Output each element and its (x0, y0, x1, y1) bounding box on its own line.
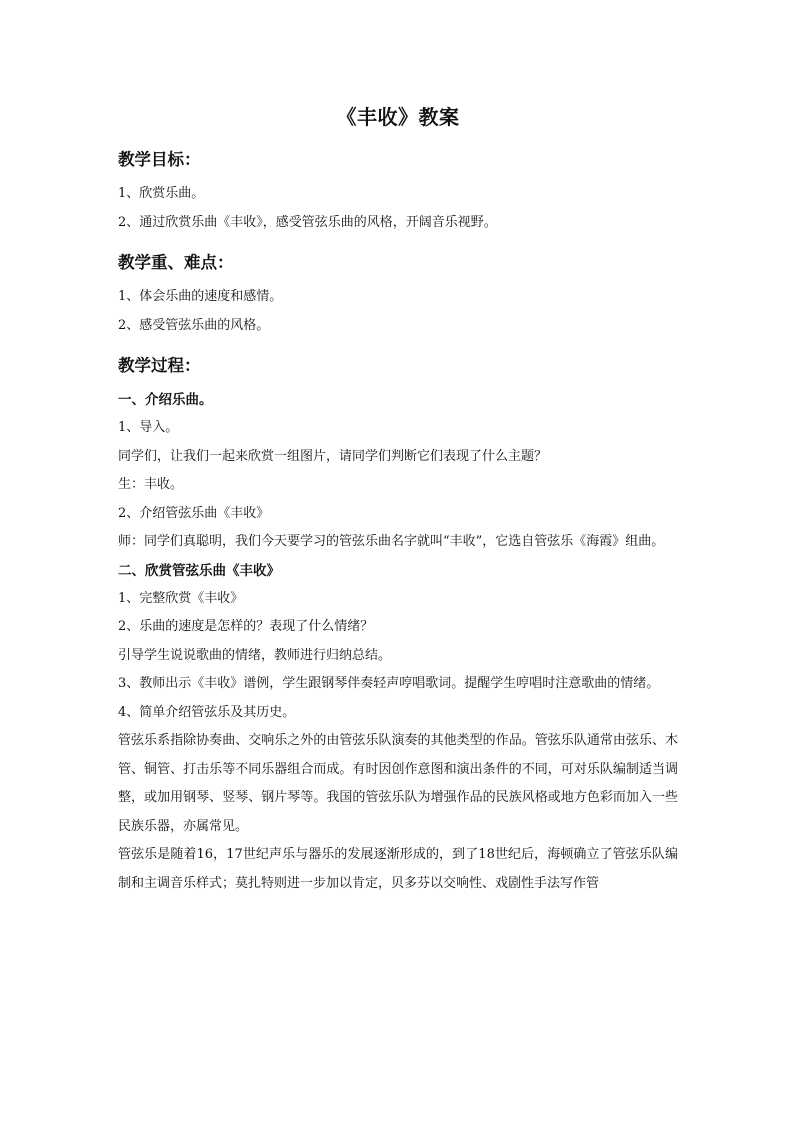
process-line: 2、乐曲的速度是怎样的？表现了什么情绪？ (118, 619, 374, 634)
document-title: 《丰收》教案 (336, 105, 460, 129)
subsection-heading-intro: 一、介绍乐曲。 (118, 392, 213, 408)
subsection-heading-appreciate: 二、欣赏管弦乐曲《丰收》 (118, 562, 280, 579)
goal-item: 2、通过欣赏乐曲《丰收》，感受管弦乐曲的风格，开阔音乐视野。 (118, 214, 497, 230)
process-line: 1、完整欣赏《丰收》 (118, 590, 244, 606)
process-line: 引导学生说说歌曲的情绪，教师进行归纳总结。 (118, 647, 392, 663)
orchestral-intro-paragraph: 管弦乐系指除协奏曲、交响乐之外的由管弦乐队演奏的其他类型的作品。管弦乐队通常由弦乐、木管、铜管、打击乐等不同乐器组合而成。有时因创作意图和演出条件的不同，可对乐队编制适当调整，或加用钢琴、竖琴、钢片琴等。我国的管弦乐队为增强作品的民族风格或地方色彩而加入一些民族乐器，亦属常见。 (118, 733, 678, 834)
orchestral-history-paragraph: 管弦乐是随着16，17世纪声乐与器乐的发展逐渐形成的，到了18世纪后，海顿确立了管弦乐队编制和主调音乐样式；莫扎特则进一步加以肯定，贝多芬以交响性、戏剧性手法写作管 (118, 847, 678, 891)
key-point-item: 1、体会乐曲的速度和感情。 (118, 289, 283, 304)
goal-item: 1、欣赏乐曲。 (118, 186, 205, 201)
key-point-item: 2、感受管弦乐曲的风格。 (118, 317, 270, 333)
section-heading-goals: 教学目标： (118, 150, 201, 169)
process-line: 同学们，让我们一起来欣赏一组图片，请同学们判断它们表现了什么主题？ (118, 448, 548, 464)
process-line: 4、简单介绍管弦乐及其历史。 (118, 704, 296, 720)
process-paragraph: 师：同学们真聪明，我们今天要学习的管弦乐曲名字就叫“丰收”，它选自管弦乐《海霞》组曲。 (118, 534, 665, 549)
process-line: 生：丰收。 (118, 477, 184, 492)
process-line: 1、导入。 (118, 420, 179, 435)
section-heading-key-points: 教学重、难点： (118, 253, 234, 272)
section-heading-process: 教学过程： (118, 356, 201, 375)
document-page (118, 100, 678, 898)
process-line: 2、介绍管弦乐曲《丰收》 (118, 505, 270, 521)
process-paragraph: 3、教师出示《丰收》谱例，学生跟钢琴伴奏轻声哼唱歌词。提醒学生哼唱时注意歌曲的情绪。 (118, 676, 660, 691)
